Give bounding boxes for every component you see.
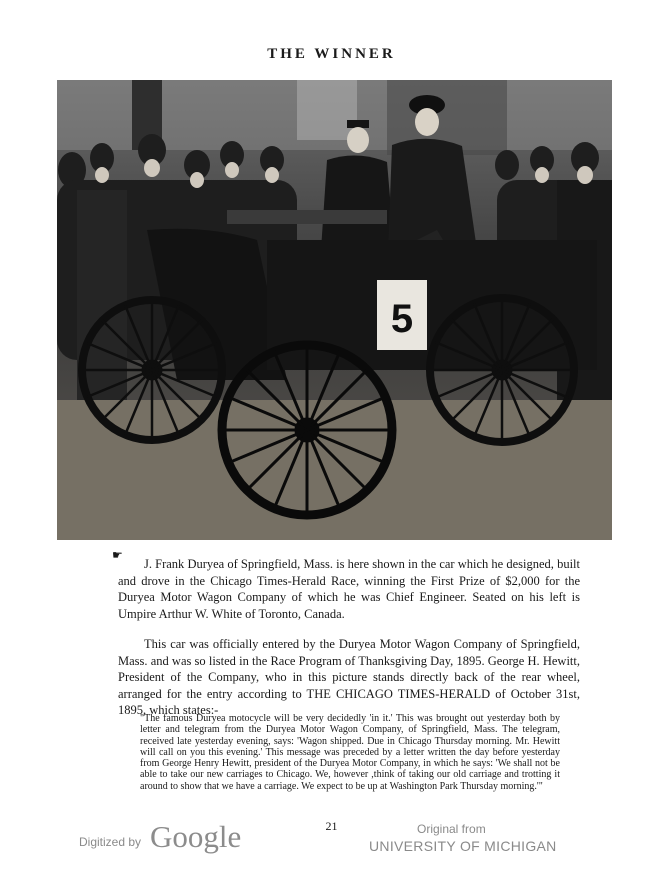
page-number: 21 [325,819,338,833]
institution-label: UNIVERSITY OF MICHIGAN [369,838,557,854]
google-logo: Google [150,819,242,854]
caption-paragraph-1: J. Frank Duryea of Springfield, Mass. is here shown in the car which he designed, built and drove in the Chicago Times-Herald Race, winning the First Prize of $2,000 for the Duryea Motor Wagon Company of which he was Chief Engineer. Seated on his left is Umpire Arthur W. White of Toronto, Canada. [118,557,580,621]
digitized-by-label: Digitized by [79,835,142,849]
front-right-wheel [430,298,574,442]
rear-left-wheel [82,300,222,440]
photograph-duryea-motor-wagon [57,80,612,540]
caption-paragraph-2: This car was officially entered by the Duryea Motor Wagon Company of Springfield, Mass. and was so listed in the Race Program of Thanksgiving Day, 1895. George H. Hewitt, President of the Company, who in this picture stands directly back of the rear wheel, arranged for the entry according to THE CHICAGO TIMES-HERALD of October 31st, 1895, which states:- [118,637,580,717]
front-left-wheel [222,345,392,515]
original-from-label: Original from [417,822,486,836]
pointing-hand-icon: ☛ [112,548,123,562]
page-title: THE WINNER [267,46,396,62]
race-number-plate: 5 [390,297,414,341]
newspaper-quote: "The famous Duryea motocycle will be very decidedly 'in it.' This was brought out yesterday both by letter and telegram from the Duryea Motor Wagon Company, of Springfield, Mass. The telegram, received late yesterday evening, says: 'Wagon shipped. Due in Chicago Thursday morning. Mr. Hewitt will call on you this evening.' This message was preceded by a letter written the day before yesterday from George Henry Hewitt, president of the Duryea Motor Company, in which he says: 'We shall not be able to take our new carriages to Chicago. We, however ,think of taking our old carriage and trotting it around to show that we have a carriage. We expect to be up at Washington Park Thursday morning.'" [140,713,560,792]
